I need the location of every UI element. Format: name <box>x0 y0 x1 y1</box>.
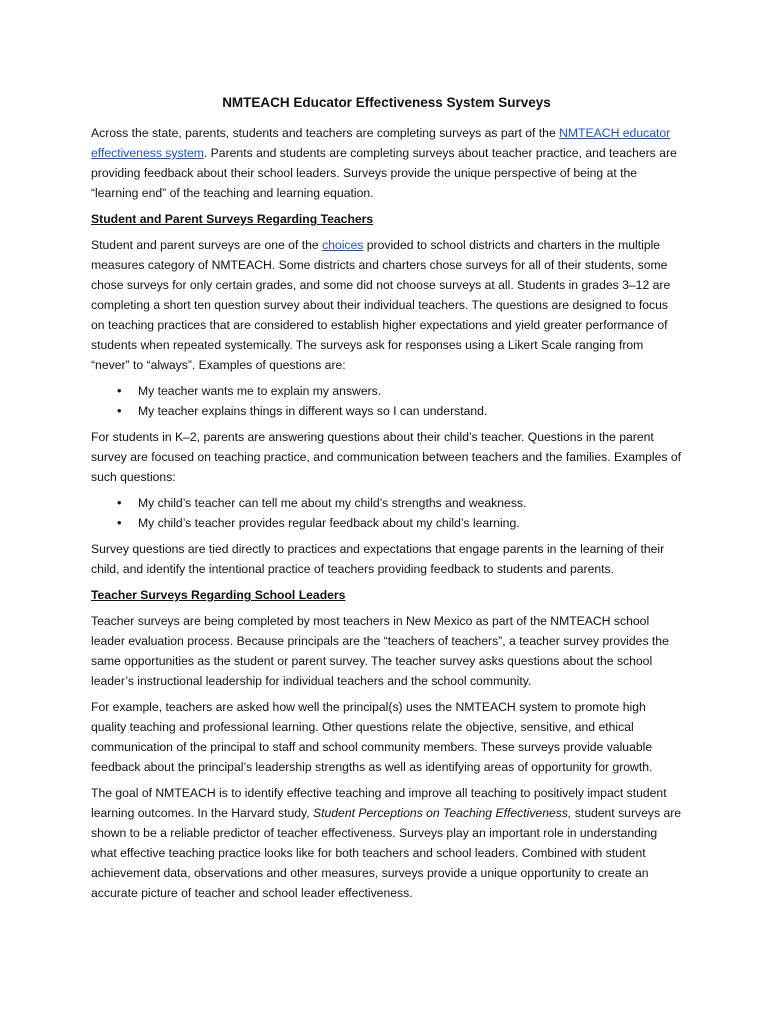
section-heading-teacher-surveys: Teacher Surveys Regarding School Leaders <box>91 588 346 602</box>
example-paragraph: For example, teachers are asked how well the principal(s) uses the NMTEACH system to promote high quality teaching and professional learning. Other questions relate the objective, sensitive, and ethical communication of the principal to staff and school community members. These surveys provide valuable feedback about the principal’s leadership strengths as well as identifying areas of opportunity for growth. <box>91 700 653 774</box>
student-examples-list <box>91 381 682 421</box>
list-item: • My teacher explains things in different ways so I can understand. <box>91 401 682 421</box>
survey-questions-paragraph: Survey questions are tied directly to practices and expectations that engage parents in the learning of their child, and identify the intentional practice of teachers providing feedback to students and parents. <box>91 542 665 576</box>
paragraph-text-end: student surveys are shown to be a reliable predictor of teacher effectiveness. Surveys play an important role in understanding what effective teaching practice looks like for both teachers and school leaders. Combined with student achievement data, observations and other measures, surveys provide a unique opportunity to create an accurate picture of teacher and school leader effectiveness. <box>91 806 682 900</box>
paragraph-text-end: provided to school districts and charters in the multiple measures category of NMTEACH. Some districts and charters chose surveys for all of their students, some chose surveys for only certain grades, and some did not choose surveys at all. Students in grades 3–12 are completing a short ten question survey about their individual teachers. The questions are designed to focus on teaching practices that are considered to establish higher expectations and yield greater performance of students when repeated systemically. The surveys ask for responses using a Likert Scale ranging from “never” to “always”. Examples of questions are: <box>91 238 671 372</box>
nmteach-system-link[interactable]: NMTEACH educator effectiveness system <box>91 126 671 160</box>
parent-examples-list <box>91 493 682 533</box>
paragraph-text-start: The goal of NMTEACH is to identify effective teaching and improve all teaching to positively impact student learning outcomes. In the Harvard study, <box>91 786 667 820</box>
list-item: • My child’s teacher can tell me about my child’s strengths and weakness. <box>91 493 682 513</box>
choices-link[interactable]: choices <box>322 238 364 252</box>
section-heading-student-parent: Student and Parent Surveys Regarding Teachers <box>91 212 374 226</box>
intro-text-start: Across the state, parents, students and teachers are completing surveys as part of the <box>91 126 560 140</box>
goal-paragraph <box>91 783 682 903</box>
study-title: Student Perceptions on Teaching Effectiveness, <box>312 806 572 820</box>
teacher-surveys-paragraph: Teacher surveys are being completed by most teachers in New Mexico as part of the NMTEACH school leader evaluation process. Because principals are the “teachers of teachers”, a teacher survey provides the same opportunities as the student or parent survey. The teacher survey asks questions about the school leader’s instructional leadership for individual teachers and the school community. <box>91 614 669 688</box>
list-item: • My child’s teacher provides regular feedback about my child’s learning. <box>91 513 682 533</box>
paragraph-text-start: Student and parent surveys are one of the <box>91 238 323 252</box>
student-parent-paragraph <box>91 235 682 375</box>
intro-text-end: . Parents and students are completing surveys about teacher practice, and teachers are providing feedback about their school leaders. Surveys provide the unique perspective of being at the “learning end” of the teaching and learning equation. <box>91 146 677 200</box>
parent-survey-paragraph: For students in K–2, parents are answering questions about their child’s teacher. Questions in the parent survey are focused on teaching practice, and communication between teachers and the families. Examples of such questions: <box>91 430 682 484</box>
list-item: • My teacher wants me to explain my answers. <box>91 381 682 401</box>
intro-paragraph <box>91 123 682 203</box>
page-title: NMTEACH Educator Effectiveness System Surveys <box>222 95 551 110</box>
